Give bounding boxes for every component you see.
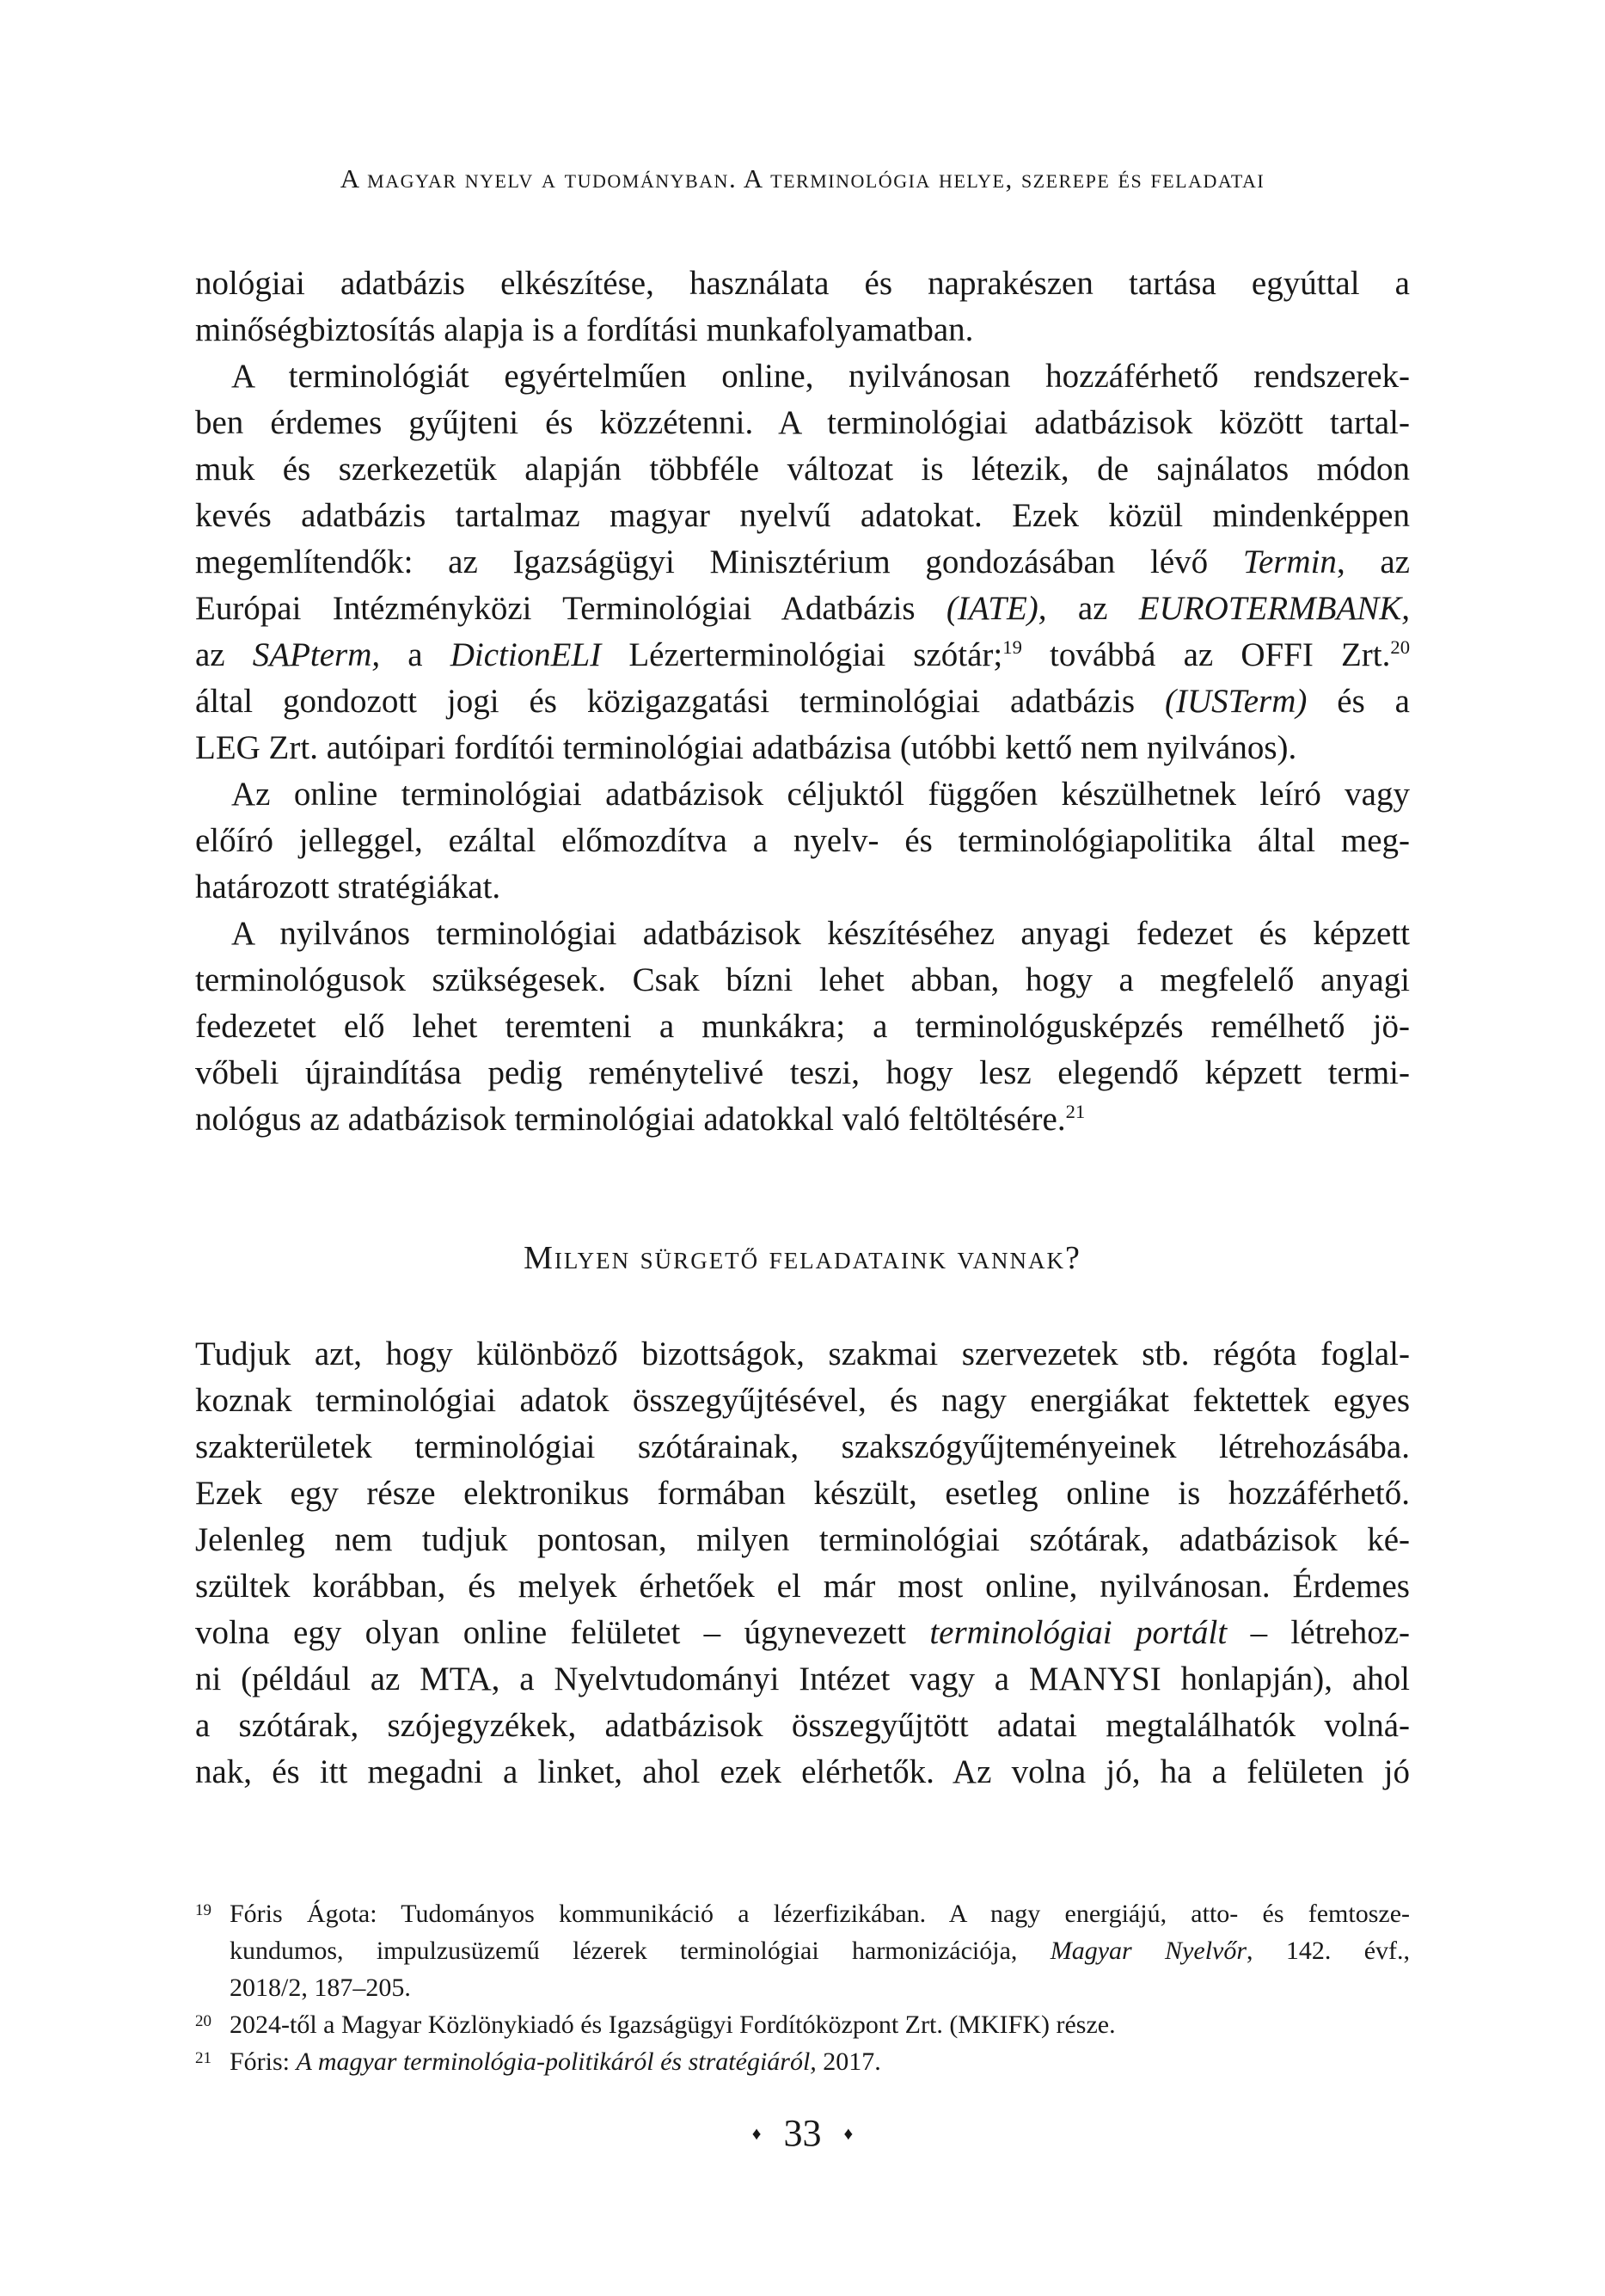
text-run: kevés adatbázis tartalmaz magyar nyelvű adatokat. Ezek közül mindenképpen: [195, 497, 1410, 534]
text-line: [195, 1703, 1410, 1749]
footnote-line: [230, 1895, 1410, 1932]
text-run: megemlítendők: az Igazságügyi Minisztérium gondozásában lévő: [195, 543, 1243, 580]
text-line: [195, 400, 1410, 446]
text-line: [195, 911, 1410, 957]
text-run: továbbá az OFFI Zrt.: [1021, 636, 1391, 673]
italic-text-run: (IATE),: [946, 590, 1047, 627]
text-run: muk és szerkezetük alapján többféle változat is létezik, de sajnálatos módon: [195, 451, 1410, 488]
text-run: által gondozott jogi és közigazgatási terminológiai adatbázis: [195, 683, 1165, 720]
footnote-reference: 20: [1390, 636, 1410, 658]
footnote-reference: 21: [1065, 1101, 1086, 1122]
text-run: ben érdemes gyűjteni és közzétenni. A terminológiai adatbázisok között tartal-: [195, 404, 1410, 441]
paragraph: [195, 911, 1410, 1143]
text-run: az: [195, 636, 253, 673]
text-line: [195, 261, 1410, 307]
text-line: [195, 1656, 1410, 1703]
text-run: nak, és itt megadni a linket, ahol ezek elérhetők. Az volna jó, ha a felületen jó: [195, 1753, 1410, 1790]
page-number-footer: [0, 2111, 1605, 2155]
footnote-number: 20: [195, 2012, 211, 2030]
text-run: volna egy olyan online felületet – úgynevezett: [195, 1614, 930, 1651]
text-run: határozott stratégiákat.: [195, 869, 501, 906]
text-run: A nyilvános terminológiai adatbázisok készítéséhez anyagi fedezet és képzett: [231, 915, 1410, 952]
paragraph: [195, 353, 1410, 771]
text-line: [195, 586, 1410, 632]
text-run: , 142. évf.,: [1247, 1937, 1410, 1965]
text-run: minőségbiztosítás alapja is a fordítási munkafolyamatban.: [195, 311, 974, 348]
text-run: Lézerterminológiai szótár;: [601, 636, 1003, 673]
text-run: Fóris Ágota: Tudományos kommunikáció a lézerfizikában. A nagy energiájú, atto- és femtosze-: [230, 1900, 1410, 1928]
footnotes: [195, 1895, 1410, 2080]
text-run: nológiai adatbázis elkészítése, használata és naprakészen tartása egyúttal a: [195, 265, 1410, 302]
text-run: Fóris:: [230, 2047, 297, 2076]
text-run: Jelenleg nem tudjuk pontosan, milyen terminológiai szótárak, adatbázisok ké-: [195, 1521, 1410, 1558]
text-line: [195, 818, 1410, 864]
italic-text-run: Termin: [1242, 543, 1337, 580]
text-line: [195, 632, 1410, 678]
text-line: [195, 725, 1410, 771]
text-run: és a: [1307, 683, 1410, 720]
text-line: [195, 1610, 1410, 1656]
text-line: [195, 678, 1410, 725]
section-heading: Milyen sürgető feladataink vannak?: [524, 1240, 1081, 1276]
text-run: ni (például az MTA, a Nyelvtudományi Intézet vagy a MANYSI honlapján), ahol: [195, 1661, 1410, 1697]
footnote: [195, 2043, 1410, 2080]
text-line: [195, 771, 1410, 818]
text-run: 2024-től a Magyar Közlönykiadó és Igazságügyi Fordítóközpont Zrt. (MKIFK) része.: [230, 2011, 1116, 2039]
text-run: , az: [1336, 543, 1410, 580]
italic-text-run: SAPterm,: [252, 636, 381, 673]
text-run: az: [1046, 590, 1139, 627]
body-text: [195, 261, 1410, 1796]
text-line: [195, 1050, 1410, 1096]
footnote: [195, 1895, 1410, 2006]
text-run: koznak terminológiai adatok összegyűjtésével, és nagy energiákat fektettek egyes: [195, 1382, 1410, 1419]
italic-text-run: terminológiai portált: [929, 1614, 1228, 1651]
footnote-line: [230, 1932, 1410, 1969]
text-run: a szótárak, szójegyzékek, adatbázisok összegyűjtött adatai megtalálhatók volná-: [195, 1707, 1410, 1744]
italic-text-run: EUROTERMBANK,: [1138, 590, 1410, 627]
italic-text-run: DictionELI: [450, 636, 602, 673]
text-run: nológus az adatbázisok terminológiai adatokkal való feltöltésére.: [195, 1101, 1066, 1138]
text-run: 2018/2, 187–205.: [230, 1974, 411, 2002]
footnote-reference: 19: [1002, 636, 1022, 658]
text-line: [195, 1424, 1410, 1470]
text-line: [195, 1096, 1410, 1143]
text-line: [195, 1004, 1410, 1050]
footnote-number: 19: [195, 1901, 211, 1919]
paragraph: [195, 1331, 1410, 1796]
italic-text-run: (IUSTerm): [1165, 683, 1308, 720]
italic-text-run: A magyar terminológia-politikáról és stratégiáról,: [296, 2047, 817, 2076]
text-run: előíró jelleggel, ezáltal előmozdítva a nyelv- és terminológiapolitika által meg-: [195, 822, 1410, 859]
text-run: A terminológiát egyértelműen online, nyilvánosan hozzáférhető rendszerek-: [231, 358, 1410, 395]
text-line: [195, 1749, 1410, 1796]
text-run: Tudjuk azt, hogy különböző bizottságok, szakmai szervezetek stb. régóta foglal-: [195, 1335, 1410, 1372]
footnote-line: [230, 2043, 1410, 2080]
text-line: [195, 1378, 1410, 1424]
text-run: Ezek egy része elektronikus formában készült, esetleg online is hozzáférhető.: [195, 1475, 1410, 1512]
text-run: LEG Zrt. autóipari fordítói terminológiai adatbázisa (utóbbi kettő nem nyilvános).: [195, 729, 1297, 766]
footer-ornament-right: ♦: [843, 2123, 854, 2144]
paragraph: [195, 771, 1410, 911]
text-run: szültek korábban, és melyek érhetőek el már most online, nyilvánosan. Érdemes: [195, 1568, 1410, 1605]
text-run: szakterületek terminológiai szótárainak, szakszógyűjteményeinek létrehozásába.: [195, 1428, 1410, 1465]
text-run: fedezetet elő lehet teremteni a munkákra; a terminológusképzés remélhető jö-: [195, 1008, 1410, 1045]
text-line: [195, 493, 1410, 539]
page-number: 33: [783, 2112, 822, 2154]
footnote: [195, 2006, 1410, 2043]
text-run: vőbeli újraindítása pedig reménytelivé teszi, hogy lesz elegendő képzett termi-: [195, 1054, 1410, 1091]
text-run: kundumos, impulzusüzemű lézerek terminológiai harmonizációja,: [230, 1937, 1051, 1965]
paragraph: [195, 261, 1410, 353]
text-line: [195, 353, 1410, 400]
text-run: Európai Intézményközi Terminológiai Adatbázis: [195, 590, 946, 627]
footnote-line: [230, 1969, 1410, 2006]
text-run: Az online terminológiai adatbázisok céljuktól függően készülhetnek leíró vagy: [231, 776, 1410, 813]
text-run: – létrehoz-: [1227, 1614, 1411, 1651]
text-line: [195, 864, 1410, 911]
text-line: [195, 539, 1410, 586]
text-run: a: [380, 636, 450, 673]
text-run: terminológusok szükségesek. Csak bízni lehet abban, hogy a megfelelő anyagi: [195, 961, 1410, 998]
text-line: [195, 957, 1410, 1004]
text-line: [195, 446, 1410, 493]
text-line: [195, 1331, 1410, 1378]
text-run: 2017.: [816, 2047, 881, 2076]
footnote-number: 21: [195, 2049, 211, 2067]
italic-text-run: Magyar Nyelvőr: [1050, 1937, 1247, 1965]
running-header: A magyar nyelv a tudományban. A terminológia helye, szerepe és feladatai: [340, 163, 1265, 193]
text-line: [195, 1517, 1410, 1563]
footer-ornament-left: ♦: [751, 2123, 762, 2144]
text-line: [195, 1470, 1410, 1517]
text-line: [195, 1563, 1410, 1610]
text-line: [195, 307, 1410, 353]
footnote-line: [230, 2006, 1410, 2043]
